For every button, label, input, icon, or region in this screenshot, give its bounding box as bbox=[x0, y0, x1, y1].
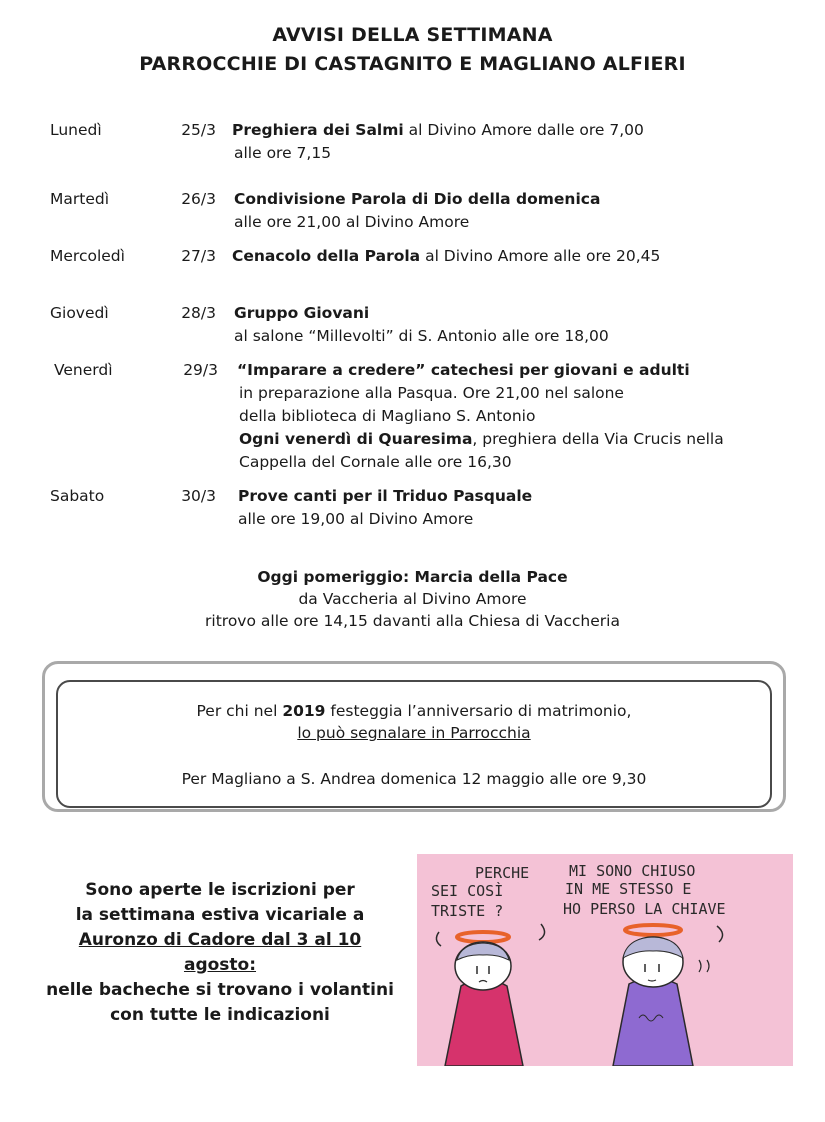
peace-march-meeting: ritrovo alle ore 14,15 davanti alla Chiesa di Vaccheria bbox=[205, 612, 620, 630]
schedule-date: 29/3 bbox=[183, 361, 218, 379]
cartoon-drawing bbox=[417, 854, 793, 1066]
schedule-date: 25/3 bbox=[181, 121, 216, 139]
bubble-left-line1: PERCHE bbox=[475, 864, 530, 882]
schedule-day: Venerdì bbox=[54, 361, 113, 379]
schedule-description: Prove canti per il Triduo Pasquale alle ore 19,00 al Divino Amore bbox=[238, 487, 533, 528]
bubble-right-line3: HO PERSO LA CHIAVE bbox=[563, 900, 726, 918]
schedule-description: Preghiera dei Salmi al Divino Amore dalle ore 7,00 alle ore 7,15 bbox=[232, 121, 644, 162]
peace-march-heading: Oggi pomeriggio: Marcia della Pace bbox=[257, 568, 568, 586]
page-title: AVVISI DELLA SETTIMANA bbox=[272, 24, 553, 46]
peace-march-route: da Vaccheria al Divino Amore bbox=[298, 590, 527, 608]
halo-left-icon bbox=[457, 932, 509, 942]
peace-march-notice bbox=[0, 566, 825, 632]
robe-left-icon bbox=[445, 979, 523, 1066]
page-subtitle: PARROCCHIE DI CASTAGNITO E MAGLIANO ALFIERI bbox=[139, 53, 686, 75]
schedule-day: Lunedì bbox=[50, 121, 102, 139]
schedule-date: 26/3 bbox=[181, 190, 216, 208]
schedule-description: Cenacolo della Parola al Divino Amore alle ore 20,45 bbox=[232, 247, 661, 265]
anniversary-line3: Per Magliano a S. Andrea domenica 12 maggio alle ore 9,30 bbox=[181, 770, 647, 788]
bubble-left-line3: TRISTE ? bbox=[431, 902, 504, 920]
anniversary-line2: lo può segnalare in Parrocchia bbox=[297, 724, 531, 742]
cartoon-illustration bbox=[417, 854, 793, 1066]
schedule-date: 27/3 bbox=[181, 247, 216, 265]
halo-right-icon bbox=[625, 925, 681, 935]
schedule-day: Mercoledì bbox=[50, 247, 125, 265]
schedule-description: Gruppo Giovani al salone “Millevolti” di S. Antonio alle ore 18,00 bbox=[234, 304, 609, 345]
schedule-date: 28/3 bbox=[181, 304, 216, 322]
schedule-description: Condivisione Parola di Dio della domenica alle ore 21,00 al Divino Amore bbox=[234, 190, 601, 231]
schedule-day: Giovedì bbox=[50, 304, 109, 322]
bubble-right-line2: IN ME STESSO E bbox=[565, 880, 692, 898]
bubble-left-line2: SEI COSÌ bbox=[431, 882, 504, 900]
schedule-date: 30/3 bbox=[181, 487, 216, 505]
robe-right-icon bbox=[613, 978, 693, 1066]
schedule-description: “Imparare a credere” catechesi per giovani e adulti in preparazione alla Pasqua. Ore 21,00 nel salone della biblioteca di Magliano S. Antonio Ogni venerdì di Quaresima, preghiera della Via Crucis nella Cappella del Cornale alle ore 16,30 bbox=[237, 361, 724, 471]
schedule-day: Sabato bbox=[50, 487, 105, 505]
bubble-right-line1: MI SONO CHIUSO bbox=[569, 862, 696, 880]
anniversary-line1: Per chi nel 2019 festeggia l’anniversario di matrimonio, bbox=[196, 702, 632, 720]
summer-week-notice: Sono aperte le iscrizioni per la settimana estiva vicariale a Auronzo di Cadore dal 3 al 10 agosto: nelle bacheche si trovano i volantini con tutte le indicazioni bbox=[46, 880, 394, 1025]
schedule-day: Martedì bbox=[50, 190, 110, 208]
